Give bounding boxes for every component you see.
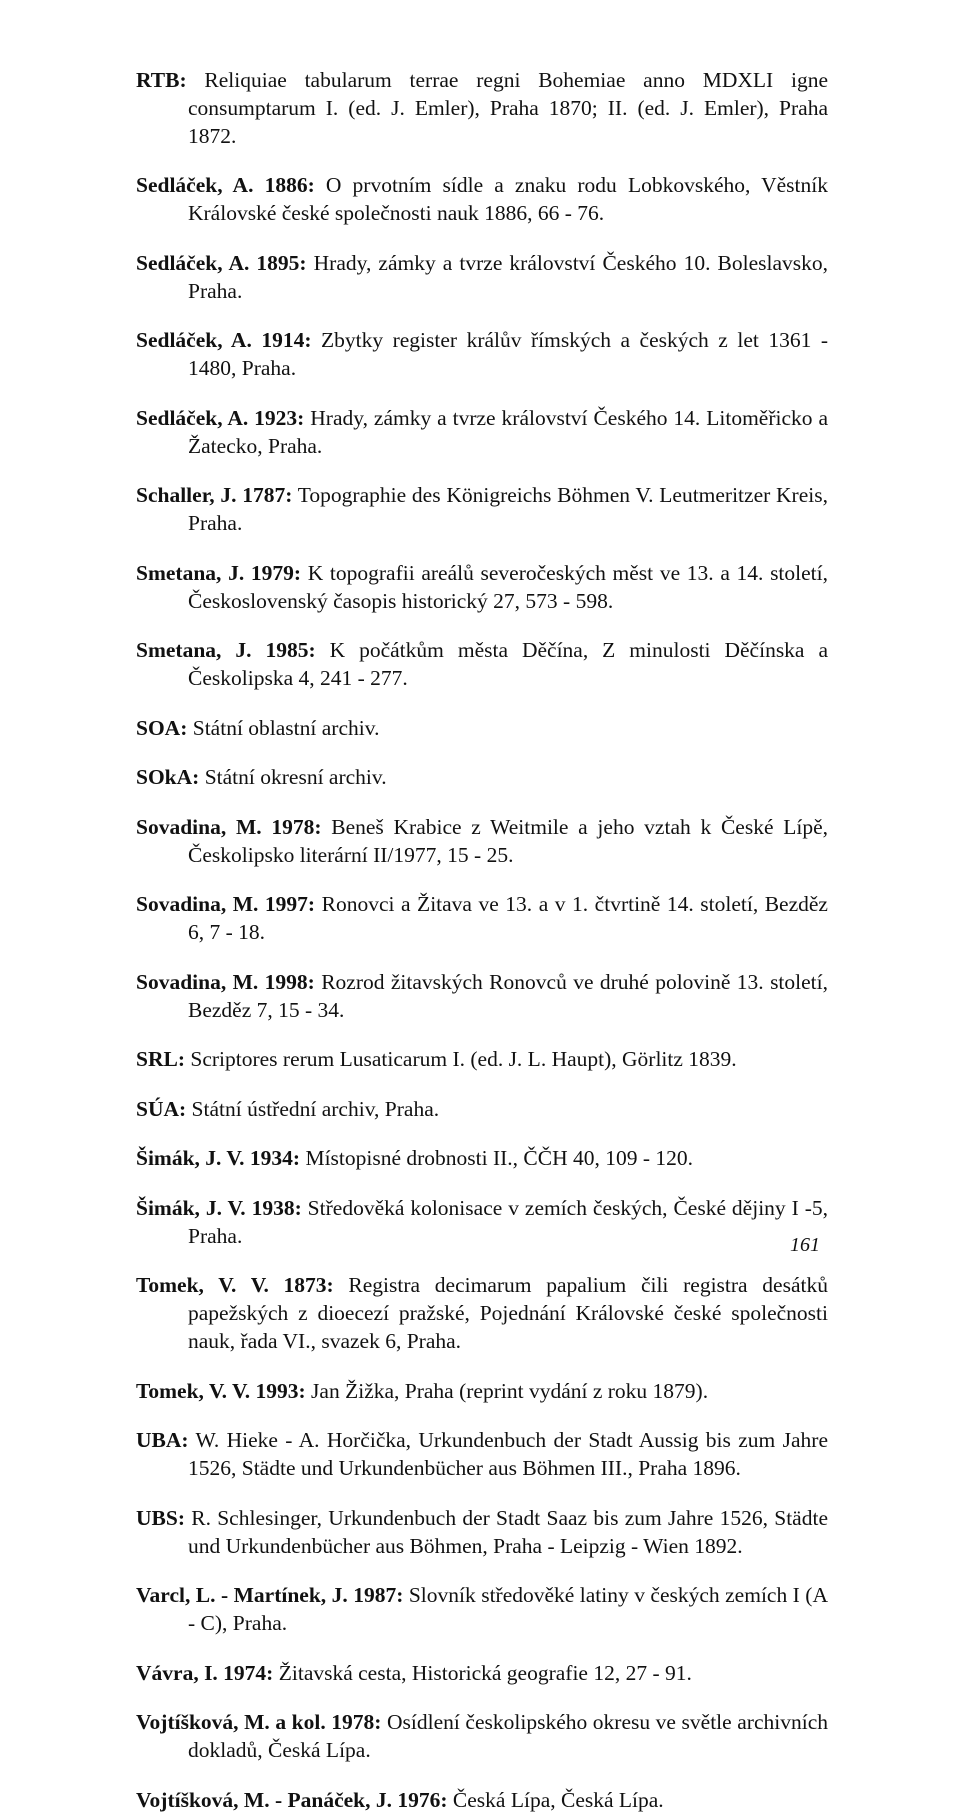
entry-text: Státní oblastní archiv. [187,715,380,740]
bibliography-entry [136,1659,828,1687]
bibliography-entry [136,1144,828,1172]
entry-key: UBS: [136,1505,185,1530]
bibliography-entry [136,1045,828,1073]
entry-text: Zbytky register králův římských a českých z let 1361 - 1480, Praha. [188,328,828,380]
entry-text: Místopisné drobnosti II., ČČH 40, 109 - 120. [300,1146,694,1170]
entry-key: Varcl, L. - Martínek, J. 1987: [136,1583,404,1607]
bibliography-entry [136,1194,828,1250]
bibliography-entry [136,404,828,460]
entry-key: Schaller, J. 1787: [136,483,293,507]
entry-key: UBA: [136,1428,189,1452]
entry-key: SOA: [136,715,188,740]
entry-text: Jan Žižka, Praha (reprint vydání z roku 1879). [305,1378,709,1403]
entry-text: Beneš Krabice z Weitmile a jeho vztah k České Lípě, Českolipsko literární II/1977, 15 - 25. [188,814,828,867]
bibliography-entry [136,763,828,791]
entry-text: Slovník středověké latiny v českých zemích I (A - C), Praha. [188,1583,828,1635]
entry-text: Topographie des Königreichs Böhmen V. Leutmeritzer Kreis, Praha. [188,483,828,535]
entry-text: Scriptores rerum Lusaticarum I. (ed. J. L. Haupt), Görlitz 1839. [184,1047,737,1071]
entry-text: O prvotním sídle a znaku rodu Lobkovského, Věstník Královské české společnosti nauk 1886, 66 - 76. [188,173,828,225]
bibliography-entry [136,1377,828,1405]
bibliography-entry [136,1708,828,1764]
entry-key: RTB: [136,67,187,92]
entry-key: Tomek, V. V. 1873: [136,1273,334,1297]
bibliography-entry [136,813,828,869]
bibliography-entry [136,890,828,946]
bibliography-entry [136,249,828,305]
page-number: 161 [790,1234,820,1256]
bibliography-entry [136,1095,828,1123]
entry-text: K topografii areálů severočeských měst ve 13. a 14. století, Československý časopis historický 27, 573 - 598. [188,560,828,613]
bibliography-entry [136,1581,828,1637]
bibliography-entry [136,1426,828,1482]
entry-key: Sedláček, A. 1895: [136,250,307,275]
entry-key: Sovadina, M. 1998: [136,969,315,994]
entry-text: R. Schlesinger, Urkundenbuch der Stadt Saaz bis zum Jahre 1526, Städte und Urkundenbücher aus Böhmen, Praha - Leipzig - Wien 1892. [184,1505,828,1558]
entry-key: SOkA: [136,765,200,789]
entry-key: Sovadina, M. 1997: [136,892,316,916]
entry-text: K počátkům města Děčína, Z minulosti Děčínska a Českolipska 4, 241 - 277. [188,638,828,690]
entry-key: Sedláček, A. 1914: [136,328,312,352]
entry-text: Registra decimarum papalium čili registra desátků papežských z dioecezí pražské, Pojednání Královské české společnosti nauk, řada VI., svazek 6, Praha. [188,1273,828,1353]
bibliography-entry [136,66,828,150]
bibliography-entry [136,1271,828,1355]
entry-text: Státní okresní archiv. [199,765,387,789]
bibliography-entry [136,481,828,537]
entry-text: Hrady, zámky a tvrze království Českého 10. Boleslavsko, Praha. [188,250,828,303]
bibliography-entry [136,171,828,227]
entry-key: Vojtíšková, M. - Panáček, J. 1976: [136,1787,448,1812]
entry-text: W. Hieke - A. Horčička, Urkundenbuch der Stadt Aussig bis zum Jahre 1526, Städte und Urkundenbücher aus Böhmen III., Praha 1896. [188,1428,828,1480]
entry-key: Šimák, J. V. 1938: [136,1195,302,1220]
entry-text: Státní ústřední archiv, Praha. [186,1096,440,1121]
entry-key: Sedláček, A. 1886: [136,173,315,197]
entry-key: Smetana, J. 1985: [136,638,316,662]
entry-text: Ronovci a Žitava ve 13. a v 1. čtvrtině 14. století, Bezděz 6, 7 - 18. [188,892,828,944]
entry-key: Smetana, J. 1979: [136,560,302,585]
entry-key: Šimák, J. V. 1934: [136,1146,301,1170]
entry-text: Žitavská cesta, Historická geografie 12, 27 - 91. [273,1660,692,1685]
entry-text: Hrady, zámky a tvrze království Českého 14. Litoměřicko a Žatecko, Praha. [188,405,828,458]
bibliography-list [136,44,828,1819]
bibliography-entry [136,1504,828,1560]
entry-text: Středověká kolonisace v zemích českých, České dějiny I -5, Praha. [188,1195,828,1248]
entry-key: Tomek, V. V. 1993: [136,1378,306,1403]
entry-key: SRL: [136,1047,185,1071]
bibliography-entry [136,636,828,692]
bibliography-entry [136,1786,828,1814]
entry-text: Rozrod žitavských Ronovců ve druhé polovině 13. století, Bezděz 7, 15 - 34. [188,969,828,1022]
entry-text: Reliquiae tabularum terrae regni Bohemiae anno MDXLI igne consumptarum I. (ed. J. Emler), Praha 1870; II. (ed. J. Emler), Praha 1872. [186,67,828,148]
entry-key: SÚA: [136,1096,187,1121]
entry-text: Osídlení českolipského okresu ve světle archivních dokladů, Česká Lípa. [188,1710,828,1762]
entry-key: Vávra, I. 1974: [136,1660,274,1685]
entry-key: Sedláček, A. 1923: [136,405,305,430]
entry-key: Sovadina, M. 1978: [136,814,322,839]
entry-text: Česká Lípa, Česká Lípa. [447,1787,664,1812]
bibliography-entry [136,968,828,1024]
entry-key: Vojtíšková, M. a kol. 1978: [136,1710,382,1734]
bibliography-entry [136,559,828,615]
bibliography-entry [136,326,828,382]
bibliography-entry [136,714,828,742]
